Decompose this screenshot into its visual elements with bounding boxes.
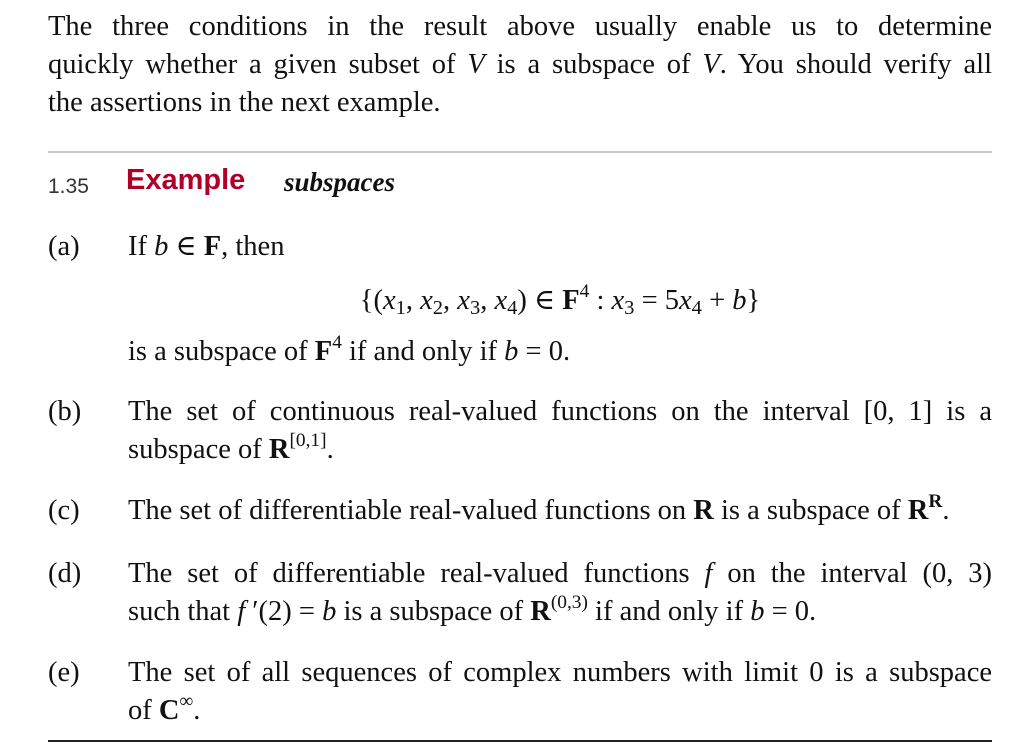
example-number: 1.35 [48, 175, 89, 198]
item-a-intro: If b ∈ F, then [128, 231, 285, 262]
divider-rule-bottom [48, 740, 992, 742]
intro-paragraph [48, 8, 992, 122]
item-c-text: The set of differentiable real-valued functions on R is a subspace of $R^R$. [128, 490, 950, 526]
intro-line-3: the assertions in the next example. [48, 87, 441, 118]
divider-rule-top [48, 151, 992, 153]
example-label: Example [126, 164, 246, 196]
item-b-label: (b) [48, 396, 82, 427]
item-d-text: The set of differentiable real-valued functions f on the interval (0, 3) such that f ′(2) = b is a subspace of R$^{(0,3)}$ if and only if b = 0. [128, 558, 992, 627]
item-e-text: The set of all sequences of complex numbers with limit 0 is a subspace of C∞. [128, 657, 992, 726]
intro-line-2: quickly whether a given subset of V is a subspace of V. You should verify all [48, 49, 993, 80]
example-title: subspaces [284, 167, 396, 197]
item-a-formula: {($x_1$, $x_2$, $x_3$, $x_4$) ∈ $F^4$ : $x_3 = 5x_4 + b$} [359, 280, 761, 320]
item-a-text: is a subspace of $F^4$ if and only if b = 0. [128, 331, 571, 367]
item-e-label: (e) [48, 657, 80, 688]
item-c-label: (c) [48, 495, 80, 526]
item-a-label: (a) [48, 231, 80, 262]
item-d-label: (d) [48, 558, 82, 589]
intro-line-1: The three conditions in the result above usually enable us to determine [48, 11, 992, 42]
item-b-text: The set of continuous real-valued functions on the interval [0, 1] is a subspace of R[0,1]. [128, 396, 992, 465]
